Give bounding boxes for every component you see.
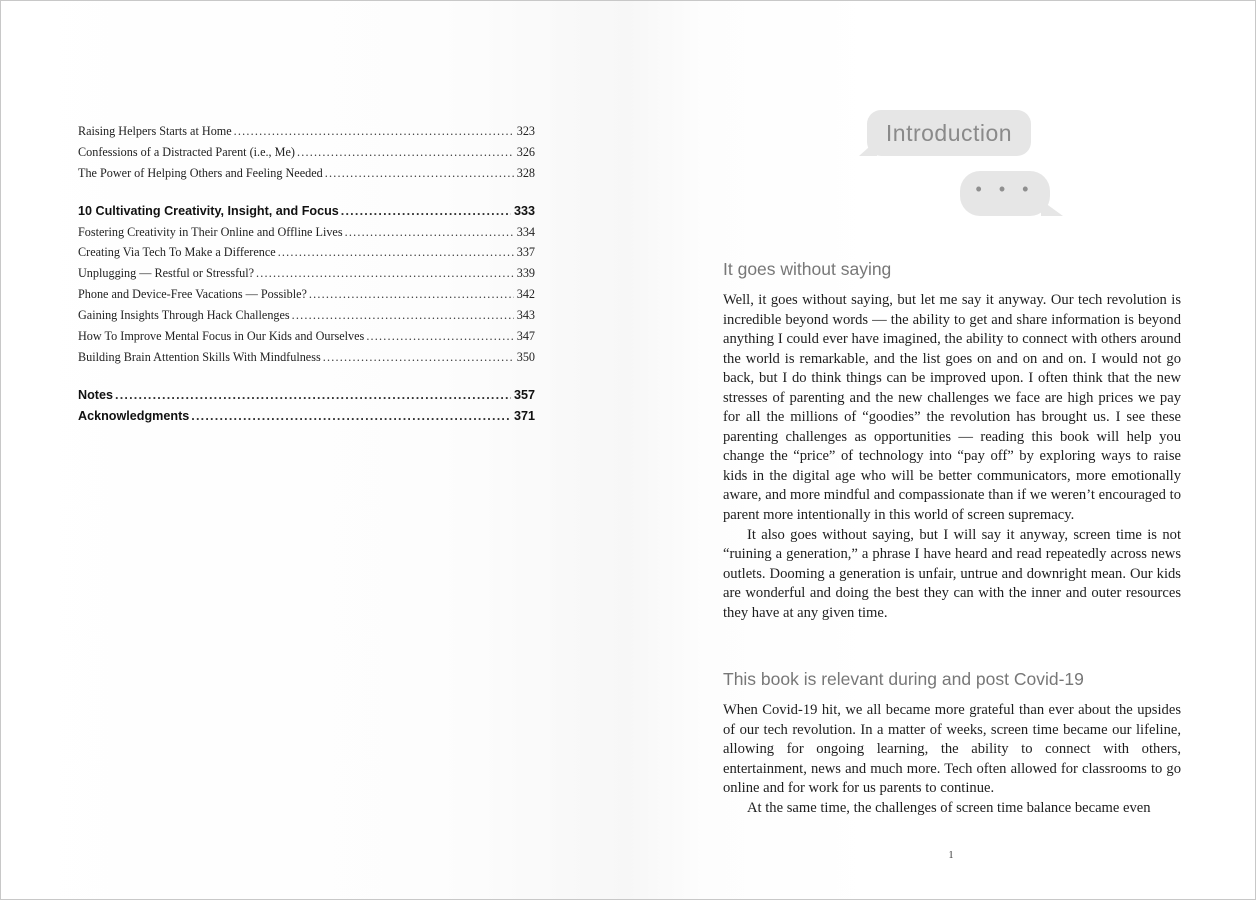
paragraph: At the same time, the challenges of screen time balance became even (747, 799, 1151, 816)
paragraph: When Covid-19 hit, we all became more grateful than ever about the upsides of our tech revolution. In a matter of weeks, screen time became our lifeline, allowing for ongoing learning, the ability to connect with others, entertainment, news and much more. Tech often allowed for classrooms to go online and for work for us parents to continue. (723, 702, 1181, 797)
toc-leader-dots (297, 142, 514, 163)
toc-entry-title: Acknowledgments (78, 408, 190, 423)
table-of-contents (78, 121, 535, 444)
toc-leader-dots (323, 347, 514, 368)
toc-page-number: 337 (516, 245, 535, 260)
section-heading: This book is relevant during and post Covid-19 (723, 669, 1084, 689)
toc-chapter-entry[interactable] (78, 406, 535, 427)
section-heading: It goes without saying (723, 259, 892, 279)
toc-page-number: 333 (513, 203, 535, 218)
section-body (723, 291, 1181, 623)
toc-entry-title: Unplugging — Restful or Stressful? (78, 266, 255, 281)
toc-entry-title: 10 Cultivating Creativity, Insight, and Focus (78, 203, 339, 218)
toc-entry-title: Raising Helpers Starts at Home (78, 124, 232, 138)
toc-chapter-entry[interactable] (78, 385, 535, 406)
toc-entry[interactable] (78, 142, 535, 163)
toc-group (78, 385, 535, 427)
toc-entry[interactable] (78, 284, 535, 305)
toc-entry[interactable] (78, 347, 535, 368)
toc-entry[interactable] (78, 305, 535, 326)
toc-entry-title: Creating Via Tech To Make a Difference (78, 245, 276, 260)
toc-entry-title: Gaining Insights Through Hack Challenges (78, 308, 290, 323)
toc-page-number: 350 (516, 349, 535, 364)
paragraph: It also goes without saying, but I will say it anyway, screen time is not “ruining a generation,” a phrase I have heard and read repeatedly across news outlets. Dooming a generation is unfair, untrue and downright mean. Our kids are wonderful and doing the best they can with the inner and outer resources they have at any given time. (723, 526, 1181, 621)
toc-leader-dots (292, 305, 514, 326)
toc-entry-title: Building Brain Attention Skills With Mindfulness (78, 349, 321, 364)
typing-indicator-bubble (960, 171, 1050, 216)
toc-entry[interactable] (78, 222, 535, 243)
toc-chapter-entry[interactable] (78, 201, 535, 222)
toc-page-number: 343 (516, 308, 535, 323)
toc-leader-dots (278, 242, 514, 263)
toc-entry-title: How To Improve Mental Focus in Our Kids and Ourselves (78, 329, 365, 344)
chapter-title: Introduction (885, 119, 1013, 146)
toc-entry[interactable] (78, 263, 535, 284)
toc-entry-title: Confessions of a Distracted Parent (i.e., Me) (78, 144, 295, 159)
toc-leader-dots (256, 263, 514, 284)
toc-group (78, 121, 535, 184)
toc-page-number: 334 (516, 224, 535, 239)
paragraph: Well, it goes without saying, but let me say it anyway. Our tech revolution is incredible beyond words — the ability to get and share information is beyond anything I could ever have imagined, the ability to connect with others around the world is remarkable, and the list goes on and on and on. I would not go back, but I do think things can be improved upon. I often think that the new stresses of parenting and the new challenges we face are high prices we pay for all the millions of “goodies” the revolution has brought us. I see these parenting challenges as opportunities — reading this book will help you change the “price” of technology into “pay off” by exploring ways to raise kids in the digital age who will be better communicators, more emotionally aware, and more mindful and compassionate than if we weren’t encouraged to parent more intentionally in this world of screen supremacy. (723, 292, 1181, 524)
toc-page-number: 326 (516, 144, 535, 159)
toc-entry-title: Fostering Creativity in Their Online and Offline Lives (78, 224, 343, 239)
ellipsis-icon: • • • (975, 179, 1035, 199)
toc-entry-title: Phone and Device-Free Vacations — Possible? (78, 287, 307, 302)
toc-group (78, 201, 535, 368)
section-body (723, 701, 1181, 818)
toc-page-number: 339 (516, 266, 535, 281)
toc-entry[interactable] (78, 163, 535, 184)
toc-entry-title: The Power of Helping Others and Feeling Needed (78, 165, 323, 180)
toc-page-number: 371 (513, 408, 535, 423)
toc-page-number: 323 (516, 124, 535, 138)
chapter-title-bubble (867, 110, 1031, 156)
toc-page-number: 347 (516, 329, 535, 344)
toc-entry[interactable] (78, 121, 535, 142)
toc-entry[interactable] (78, 326, 535, 347)
toc-page-number: 342 (516, 287, 535, 302)
toc-page-number: 357 (513, 387, 535, 402)
toc-entry-title: Notes (78, 387, 113, 402)
toc-leader-dots (341, 201, 511, 222)
toc-page-number: 328 (516, 165, 535, 180)
toc-leader-dots (366, 326, 513, 347)
left-page (1, 1, 628, 899)
page-number: 1 (948, 850, 954, 861)
toc-leader-dots (345, 222, 514, 243)
toc-leader-dots (191, 406, 511, 427)
toc-entry[interactable] (78, 242, 535, 263)
toc-leader-dots (309, 284, 514, 305)
toc-leader-dots (115, 385, 511, 406)
toc-leader-dots (234, 121, 514, 142)
toc-leader-dots (325, 163, 514, 184)
